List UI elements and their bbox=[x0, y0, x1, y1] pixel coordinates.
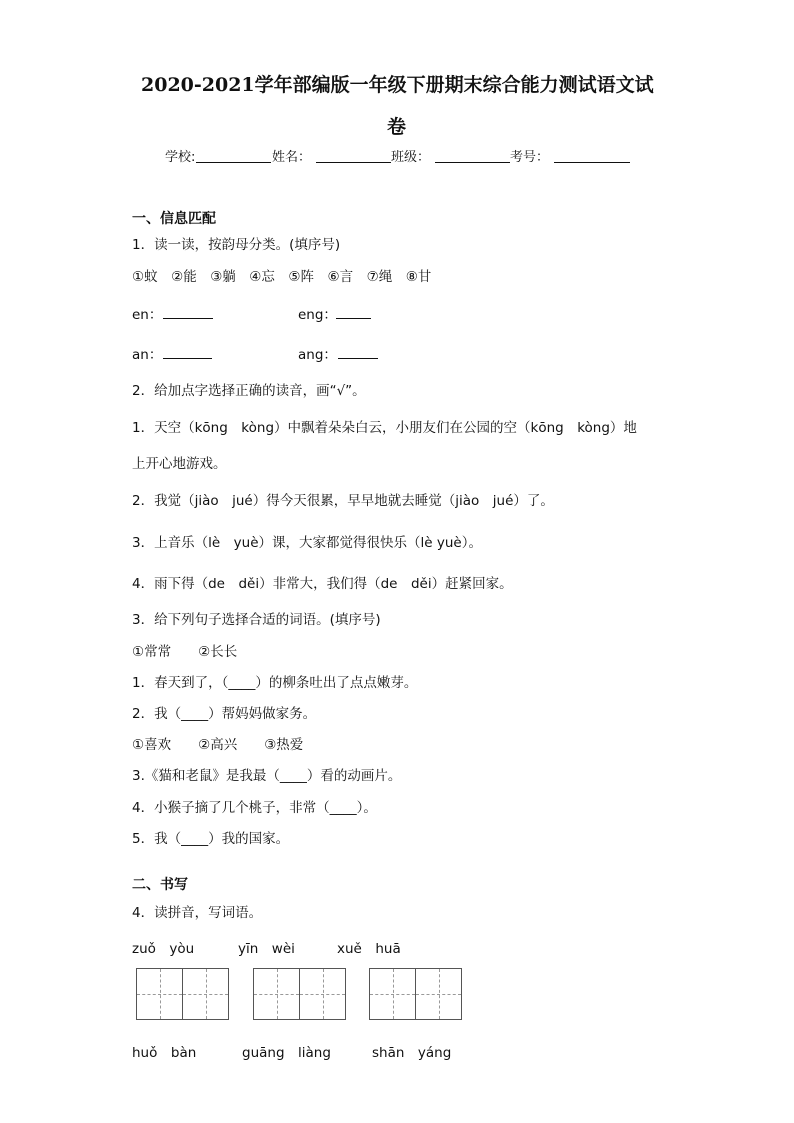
an-label: an： bbox=[132, 347, 163, 363]
school-label: 学校: bbox=[165, 150, 196, 165]
grid-cell[interactable] bbox=[136, 968, 183, 1020]
grid-cell[interactable] bbox=[299, 968, 346, 1020]
name-label: 姓名： bbox=[272, 150, 312, 165]
question-item: 3．上音乐（lè yuè）课，大家都觉得很快乐（lè yuè）。 bbox=[132, 535, 482, 551]
grid-cell[interactable] bbox=[369, 968, 416, 1020]
question-item: 2．我（____）帮妈妈做家务。 bbox=[132, 706, 317, 722]
question-item: 1．天空（kōng kòng）中飘着朵朵白云，小朋友们在公园的空（kōng kòng）地 bbox=[132, 420, 637, 436]
class-input-line[interactable] bbox=[435, 162, 510, 163]
eng-answer-line[interactable] bbox=[336, 318, 371, 319]
grid-cell[interactable] bbox=[253, 968, 300, 1020]
en-label: en： bbox=[132, 307, 163, 323]
question-item-continued: 上开心地游戏。 bbox=[132, 456, 227, 472]
page-title: 2020-2021学年部编版一年级下册期末综合能力测试语文试 bbox=[141, 74, 654, 96]
pinyin-label: guāng liàng bbox=[242, 1045, 331, 1061]
word-options: ①常常 ②长长 bbox=[132, 644, 238, 660]
question-prompt: 1．读一读，按韵母分类。(填序号) bbox=[132, 237, 341, 253]
grid-cell[interactable] bbox=[415, 968, 462, 1020]
en-answer-line[interactable] bbox=[163, 318, 213, 319]
school-input-line[interactable] bbox=[196, 162, 271, 163]
an-answer-line[interactable] bbox=[163, 358, 212, 359]
ang-answer-line[interactable] bbox=[338, 358, 378, 359]
question-item: 5．我（____）我的国家。 bbox=[132, 831, 290, 847]
character-options: ①蚊 ②能 ③躺 ④忘 ⑤阵 ⑥言 ⑦绳 ⑧甘 bbox=[132, 269, 432, 285]
question-prompt: 3．给下列句子选择合适的词语。(填序号) bbox=[132, 612, 381, 628]
exam-no-label: 考号： bbox=[510, 150, 550, 165]
pinyin-label: huǒ bàn bbox=[132, 1045, 197, 1061]
question-item: 3.《猫和老鼠》是我最（____）看的动画片。 bbox=[132, 768, 402, 784]
grid-cell[interactable] bbox=[182, 968, 229, 1020]
question-prompt: 2．给加点字选择正确的读音，画“√”。 bbox=[132, 383, 366, 399]
writing-grid[interactable] bbox=[253, 968, 346, 1022]
ang-label: ang： bbox=[298, 347, 337, 363]
section-heading: 二、书写 bbox=[132, 877, 188, 893]
section-heading: 一、信息匹配 bbox=[132, 211, 216, 227]
word-options: ①喜欢 ②高兴 ③热爱 bbox=[132, 737, 304, 753]
pinyin-label: xuě huā bbox=[337, 941, 401, 957]
question-item: 1．春天到了，（____）的柳条吐出了点点嫩芽。 bbox=[132, 675, 418, 691]
page-title-continuation: 卷 bbox=[387, 116, 407, 138]
exam-no-input-line[interactable] bbox=[554, 162, 630, 163]
question-item: 2．我觉（jiào jué）得今天很累，早早地就去睡觉（jiào jué）了。 bbox=[132, 493, 554, 509]
pinyin-label: yīn wèi bbox=[238, 941, 295, 957]
name-input-line[interactable] bbox=[316, 162, 391, 163]
question-item: 4．小猴子摘了几个桃子，非常（____）。 bbox=[132, 800, 377, 816]
class-label: 班级： bbox=[391, 150, 431, 165]
eng-label: eng： bbox=[298, 307, 337, 323]
question-prompt: 4．读拼音，写词语。 bbox=[132, 905, 263, 921]
writing-grid[interactable] bbox=[136, 968, 229, 1022]
pinyin-label: shān yáng bbox=[372, 1045, 452, 1061]
pinyin-label: zuǒ yòu bbox=[132, 941, 195, 957]
question-item: 4．雨下得（de děi）非常大，我们得（de děi）赶紧回家。 bbox=[132, 576, 513, 592]
writing-grid[interactable] bbox=[369, 968, 462, 1022]
